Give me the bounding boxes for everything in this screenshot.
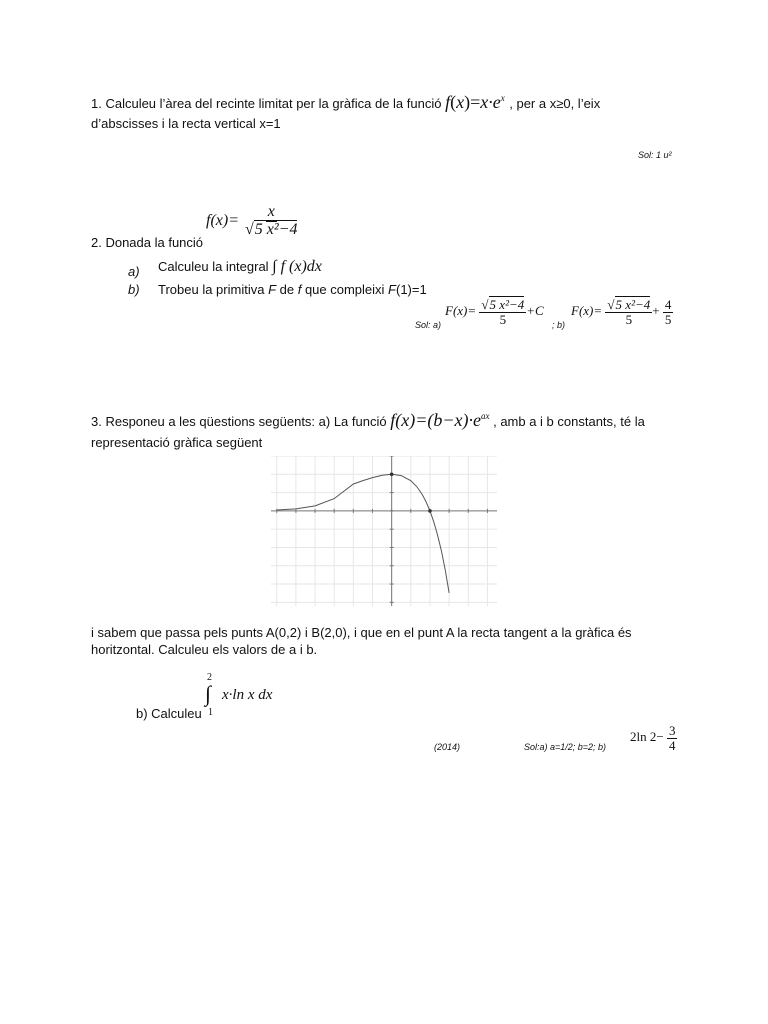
q2-sol-a-formula: F(x)= $\frac{\text{√5 x²−4}}{5}$ +C xyxy=(445,297,544,327)
q2-sol-b-label: ; b) xyxy=(552,320,566,330)
q3-after-graph-1: i sabem que passa pels punts A(0,2) i B(2,0), i que en el punt A la recta tangent a la gràfica és xyxy=(91,625,632,640)
data-point xyxy=(428,509,432,513)
q3-text-after: , amb a i b constants, té la xyxy=(493,414,645,429)
q1-text-before: 1. Calculeu l’àrea del recinte limitat per la gràfica de la funció xyxy=(91,96,442,111)
q1-text-after: , per a x≥0, l’eix xyxy=(509,96,601,111)
integral-body: x·ln x dx xyxy=(222,687,273,703)
q1-formula: $f(x)=x\cdot e^x$ xyxy=(445,92,505,112)
graph-grid xyxy=(271,456,497,606)
graph-axes xyxy=(271,456,497,606)
integral-lower-limit: 1 xyxy=(208,707,213,718)
q2-item-b: Trobeu la primitiva F de f que compleixi F(1)=1 xyxy=(158,282,427,297)
q3-function-graph xyxy=(271,456,497,606)
q3-after-graph-2: horitzontal. Calculeu els valors de a i b. xyxy=(91,642,318,657)
q3-solution-b: 2ln 2− $\frac{3}{4}$ xyxy=(630,723,676,753)
integral-sign: ∫ xyxy=(205,681,212,706)
q3-text-before: 3. Responeu a les qüestions següents: a) La funció xyxy=(91,414,387,429)
q3-line1 xyxy=(91,410,645,431)
data-point xyxy=(390,472,394,476)
q2-sol-a-label: Sol: a) xyxy=(415,320,442,330)
q3-solution-label: Sol:a) a=1/2; b=2; b) xyxy=(524,742,607,752)
q2-item-b-marker: b) xyxy=(128,282,140,297)
q1-line1 xyxy=(91,92,600,113)
q2-function-def: f(x)= $\frac{x}{\text{√5 x²−4}}$ xyxy=(206,203,298,238)
q3-year: (2014) xyxy=(434,742,461,752)
q2-item-a-marker: a) xyxy=(128,264,140,279)
graph-curve xyxy=(277,472,449,592)
q2-integral-formula: ∫ f (x)dx xyxy=(272,258,322,275)
q1-solution: Sol: 1 u² xyxy=(638,150,672,160)
q3-b-label: b) Calculeu xyxy=(136,706,202,721)
q2-intro: 2. Donada la funció xyxy=(91,235,204,250)
q2-sol-b-formula: F(x)= $\frac{\text{√5 x²−4}}{5}$ + $\frac{4}{5}$ xyxy=(571,297,672,327)
q3-line2: representació gràfica següent xyxy=(91,435,263,450)
q2-item-a: Calculeu la integral ∫ f (x)dx xyxy=(158,258,322,275)
q1-line2: d’abscisses i la recta vertical x=1 xyxy=(91,116,281,131)
q3-formula: $f(x)=(b-x)\cdot e^{ax}$ xyxy=(390,410,490,430)
integral-upper-limit: 2 xyxy=(207,672,212,683)
